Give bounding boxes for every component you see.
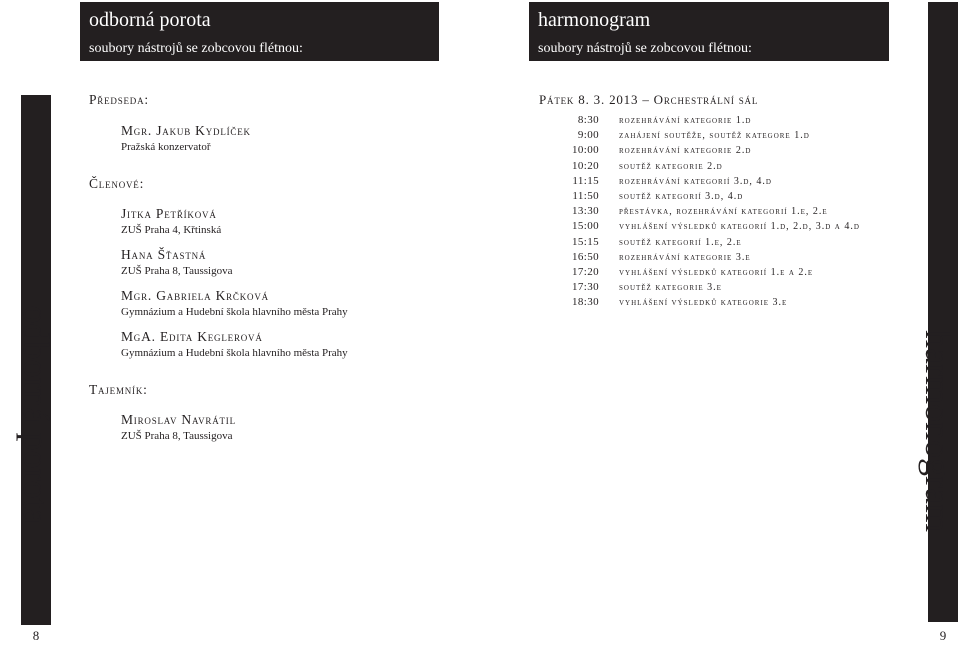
members-label: Členové: bbox=[89, 176, 145, 191]
schedule-rows bbox=[539, 114, 909, 311]
schedule-row bbox=[539, 236, 909, 251]
member-name: Miroslav Navrátil bbox=[121, 412, 236, 427]
schedule-time: 11:50 bbox=[572, 189, 599, 202]
jury-member-secretary bbox=[121, 412, 429, 443]
member-institution: Gymnázium a Hudební škola hlavního města Prahy bbox=[121, 347, 348, 359]
schedule-event: rozehrávání kategorie 2.d bbox=[619, 145, 752, 157]
schedule-row bbox=[539, 129, 909, 144]
schedule-time: 15:15 bbox=[571, 235, 599, 248]
schedule-time: 17:20 bbox=[571, 265, 599, 278]
jury-member-1 bbox=[121, 206, 429, 237]
left-header-subtitle: soubory nástrojů se zobcovou flétnou: bbox=[89, 41, 303, 56]
schedule-time: 8:30 bbox=[577, 114, 599, 126]
right-page-number: 9 bbox=[939, 628, 947, 643]
member-name: Hana Šťastná bbox=[121, 247, 207, 262]
schedule-time: 10:20 bbox=[571, 159, 599, 172]
schedule-time: 13:30 bbox=[571, 205, 599, 218]
member-institution: Pražská konzervatoř bbox=[121, 141, 211, 153]
member-name: Mgr. Jakub Kydlíček bbox=[121, 123, 251, 138]
left-header-title: odborná porota bbox=[89, 9, 211, 31]
schedule-table bbox=[539, 92, 909, 311]
jury-member-chair bbox=[121, 123, 429, 154]
jury-member-2 bbox=[121, 247, 429, 278]
jury-member-4 bbox=[121, 329, 429, 360]
schedule-row bbox=[539, 190, 909, 205]
schedule-event: vyhlášení výsledků kategorie 3.e bbox=[619, 297, 788, 309]
secretary-label: Tajemník: bbox=[89, 382, 148, 397]
schedule-event: přestávka, rozehrávání kategorií 1.e, 2.e bbox=[619, 206, 828, 218]
member-name: Jitka Petříková bbox=[121, 206, 217, 221]
schedule-event: vyhlášení výsledků kategorií 1.e a 2.e bbox=[619, 266, 814, 278]
schedule-row bbox=[539, 220, 909, 235]
left-page-number: 8 bbox=[32, 628, 40, 643]
schedule-time: 16:50 bbox=[571, 250, 599, 263]
member-name: MgA. Edita Keglerová bbox=[121, 329, 263, 344]
schedule-time: 18:30 bbox=[571, 296, 599, 309]
member-institution: Gymnázium a Hudební škola hlavního města Prahy bbox=[121, 306, 348, 318]
schedule-time: 9:00 bbox=[577, 129, 599, 142]
right-side-title: harmonogram bbox=[918, 330, 958, 532]
schedule-event: rozehrávání kategorie 3.e bbox=[619, 251, 751, 263]
schedule-time: 15:00 bbox=[571, 220, 599, 233]
schedule-row bbox=[539, 251, 909, 266]
schedule-row bbox=[539, 205, 909, 220]
schedule-row bbox=[539, 114, 909, 129]
schedule-row bbox=[539, 175, 909, 190]
member-institution: ZUŠ Praha 8, Taussigova bbox=[121, 265, 233, 277]
schedule-event: soutěž kategorií 3.d, 4.d bbox=[619, 190, 744, 202]
schedule-event: soutěž kategorie 3.e bbox=[619, 282, 722, 294]
schedule-row bbox=[539, 160, 909, 175]
left-header-bar bbox=[80, 2, 439, 61]
right-header-bar bbox=[529, 2, 889, 61]
jury-list bbox=[89, 92, 429, 443]
schedule-row bbox=[539, 281, 909, 296]
schedule-event: soutěž kategorie 2.d bbox=[619, 160, 723, 172]
schedule-time: 17:30 bbox=[571, 281, 599, 294]
member-institution: ZUŠ Praha 4, Křtinská bbox=[121, 224, 222, 236]
left-side-title: odborná porota bbox=[16, 305, 56, 525]
jury-member-3 bbox=[121, 288, 429, 319]
schedule-row bbox=[539, 296, 909, 311]
right-header-title: harmonogram bbox=[538, 9, 651, 31]
schedule-time: 10:00 bbox=[571, 144, 599, 157]
schedule-event: rozehrávání kategorií 3.d, 4.d bbox=[619, 175, 772, 187]
schedule-heading: Pátek 8. 3. 2013 – Orchestrální sál bbox=[539, 92, 759, 107]
schedule-event: vyhlášení výsledků kategorií 1.d, 2.d, 3.d a 4.d bbox=[619, 221, 860, 233]
schedule-time: 11:15 bbox=[572, 174, 599, 187]
member-institution: ZUŠ Praha 8, Taussigova bbox=[121, 430, 233, 442]
schedule-row bbox=[539, 266, 909, 281]
schedule-event: rozehrávání kategorie 1.d bbox=[619, 115, 752, 126]
schedule-event: soutěž kategorií 1.e, 2.e bbox=[619, 236, 742, 248]
right-header-subtitle: soubory nástrojů se zobcovou flétnou: bbox=[538, 41, 752, 56]
chair-label: Předseda: bbox=[89, 92, 149, 107]
schedule-event: zahájení soutěže, soutěž kategore 1.d bbox=[619, 130, 810, 142]
member-name: Mgr. Gabriela Krčková bbox=[121, 288, 269, 303]
schedule-row bbox=[539, 144, 909, 159]
